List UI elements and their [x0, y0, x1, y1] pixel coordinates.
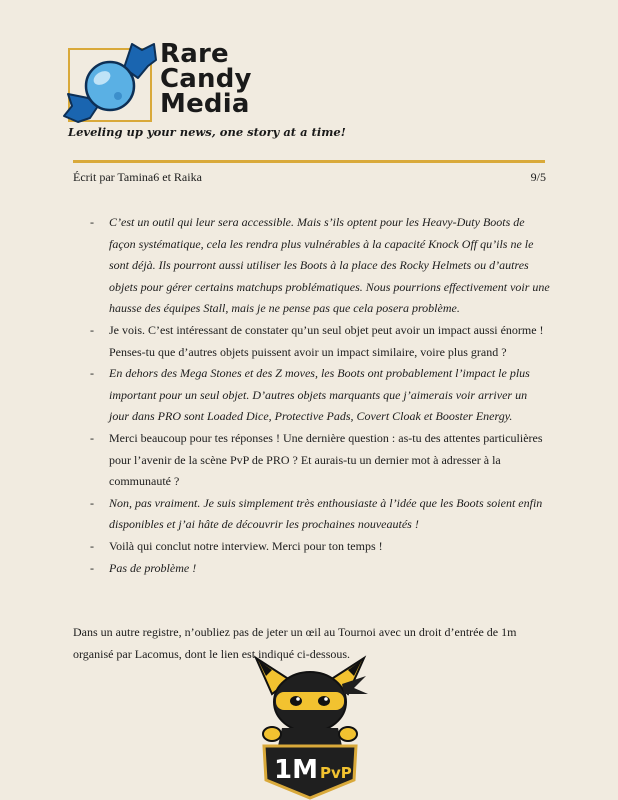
brand-name: [160, 39, 252, 119]
brand-line-2: Candy: [160, 64, 252, 94]
interview-question: - Merci beaucoup pour tes réponses ! Une dernière question : as-tu des attentes particulières pour l’avenir de la scène PvP de PRO ? Et aurais-tu un dernier mot à adresser à la communauté ?: [90, 428, 550, 493]
brand-line-3: Media: [160, 89, 250, 119]
article-date: 9/5: [530, 170, 546, 184]
interview-answer: - Pas de problème !: [90, 558, 550, 580]
interview-answer: - C’est un outil qui leur sera accessible. Mais s’ils optent pour les Heavy-Duty Boots de façon systématique, cela les rendra plus vulnérables à la capacité Knock Off qu’ils ne le sont déjà. Ils pourront aussi utiliser les Boots à la place des Rocky Helmets ou d’autres objets pour gérer certains matchups problématiques. Nous pourrions effectivement voir une hausse des équipes Stall, mais je ne pense pas que cela posera problème.: [90, 212, 550, 320]
brand-tagline: Leveling up your news, one story at a time!: [68, 125, 346, 139]
header-divider: [73, 160, 545, 163]
brand-line-1: Rare: [160, 39, 229, 69]
interview-dialog: [90, 212, 550, 579]
interview-question: - Voilà qui conclut notre interview. Merci pour ton temps !: [90, 536, 550, 558]
closing-paragraph: Dans un autre registre, n’oubliez pas de jeter un œil au Tournoi avec un droit d’entrée de 1m organisé par Lacomus, dont le lien est indiqué ci-dessous.: [73, 625, 517, 661]
interview-answer: - En dehors des Mega Stones et des Z moves, les Boots ont probablement l’impact le plus important pour un seul objet. D’autres objets marquants que j’aimerais voir arriver un jour dans PRO sont Loaded Dice, Protective Pads, Covert Cloak et Booster Energy.: [90, 363, 550, 428]
1m-pvp-tournament-logo: [250, 654, 370, 800]
tournament-logo-small: PvP: [320, 764, 352, 782]
interview-question: - Je vois. C’est intéressant de constater qu’un seul objet peut avoir un impact aussi énorme ! Penses-tu que d’autres objets puissent avoir un impact similaire, voire plus grand ?: [90, 320, 550, 363]
article-byline: Écrit par Tamina6 et Raika: [73, 170, 202, 184]
interview-answer: - Non, pas vraiment. Je suis simplement très enthousiaste à l’idée que les Boots soient enfin disponibles et j’ai hâte de découvrir les prochaines nouveautés !: [90, 493, 550, 536]
tournament-logo-big: 1M: [274, 755, 318, 785]
candy-icon: [62, 40, 162, 130]
